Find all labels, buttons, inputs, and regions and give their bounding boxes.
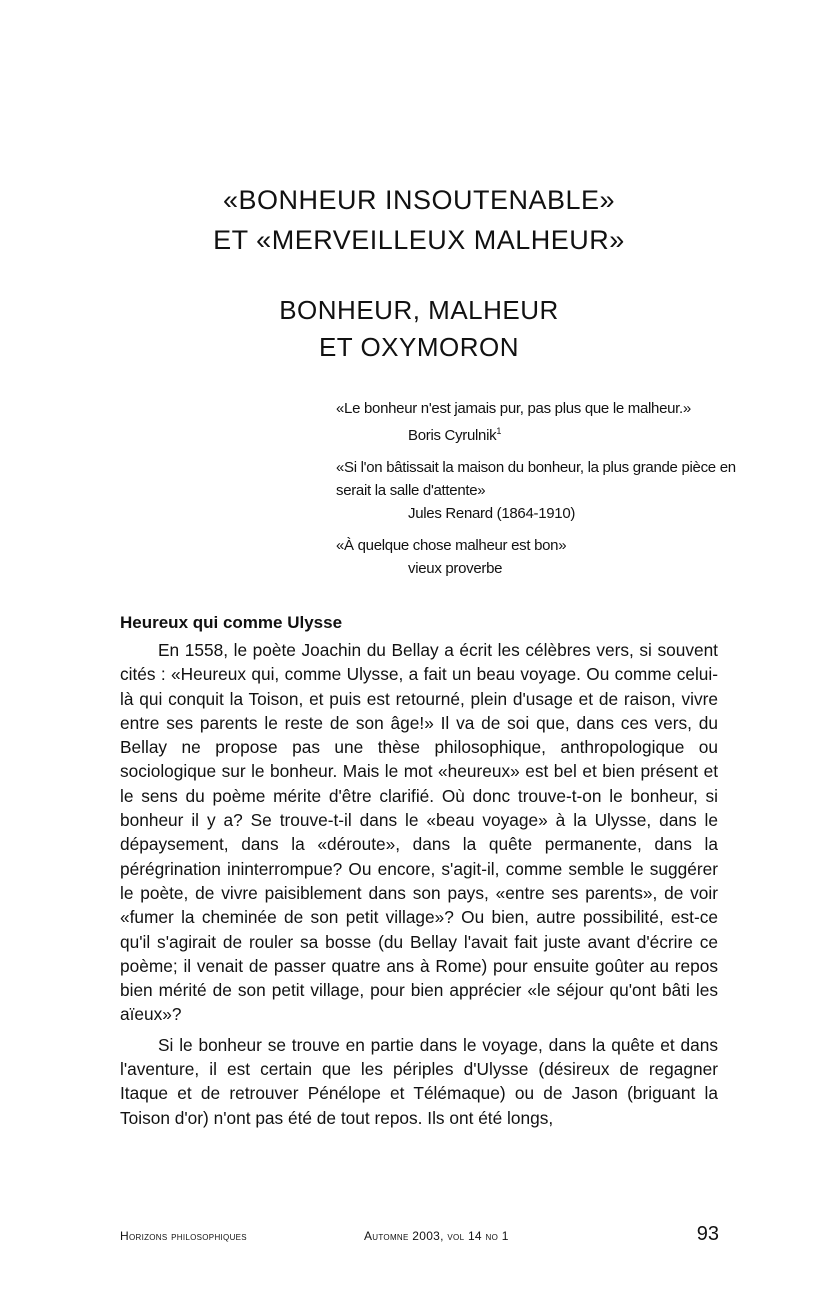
epigraph-quote: «Si l'on bâtissait la maison du bonheur, la plus grande pièce en serait la salle d'attente» bbox=[336, 459, 736, 499]
paragraph: En 1558, le poète Joachin du Bellay a écrit les célèbres vers, si souvent cités : «Heureux qui, comme Ulysse, a fait un beau voyage. Ou comme celui-là qui conquit la Toison, et puis est retourné, plein d'usage et de raison, vivre entre ses parents le reste de son âge!» Il va de soi que, dans ces vers, du Bellay ne propose pas une thèse philosophique, anthropologique ou sociologique sur le bonheur. Mais le mot «heureux» est bel et bien présent et le sens du poème mérite d'être clarifié. Où donc trouve-t-on le bonheur, si bonheur il y a? Se trouve-t-il dans le «beau voyage» à la Ulysse, dans le dépaysement, dans la «déroute», dans la quête permanente, dans la pérégrination ininterrompue? Ou encore, s'agit-il, comme semble le suggérer le poète, de vivre paisiblement dans son pays, «entre ses parents», de voir «fumer la cheminée de son petit village»? Ou bien, autre possibilité, est-ce qu'il s'agirait de rouler sa bosse (du Bellay l'avait fait juste avant d'écrire ce poème; il venait de passer quatre ans à Rome) pour ensuite goûter au repos bien mérité de son petit village, pour bien apprécier «le séjour qu'ont bâti les aïeux»? bbox=[120, 640, 718, 1025]
page-footer bbox=[0, 1222, 838, 1246]
epigraph bbox=[336, 534, 736, 580]
epigraph-author-name: Boris Cyrulnik bbox=[408, 427, 497, 444]
footnote-marker[interactable]: 1 bbox=[496, 426, 502, 436]
epigraph-quote: «À quelque chose malheur est bon» bbox=[336, 537, 567, 554]
paragraph: Si le bonheur se trouve en partie dans le voyage, dans la quête et dans l'aventure, il est certain que les périples d'Ulysse (désireux de regagner Itaque et de retrouver Pénélope et Télémaque) ou de Jason (briguant la Toison d'or) n'ont pas été de tout repos. Ils ont été longs, bbox=[120, 1034, 718, 1128]
page-number: 93 bbox=[696, 1223, 719, 1245]
article-title bbox=[0, 180, 838, 260]
epigraph-author: vieux proverbe bbox=[408, 560, 503, 577]
article-subtitle bbox=[0, 292, 838, 366]
journal-name: Horizons philosophiques bbox=[120, 1229, 247, 1243]
article-title-line-2: ET «MERVEILLEUX MALHEUR» bbox=[213, 225, 625, 255]
epigraph-author bbox=[336, 420, 736, 447]
epigraph-quote: «Le bonheur n'est jamais pur, pas plus que le malheur.» bbox=[336, 400, 691, 417]
section-heading: Heureux qui comme Ulysse bbox=[120, 613, 343, 632]
epigraph-author: Jules Renard (1864-1910) bbox=[408, 505, 576, 522]
epigraph bbox=[336, 456, 736, 525]
issue-info: Automne 2003, vol 14 no 1 bbox=[364, 1229, 509, 1243]
article-subtitle-line-1: BONHEUR, MALHEUR bbox=[279, 295, 559, 325]
article-title-line-1: «BONHEUR INSOUTENABLE» bbox=[222, 185, 616, 215]
epigraph bbox=[336, 397, 736, 447]
body-text bbox=[120, 638, 718, 1136]
epigraphs bbox=[336, 397, 736, 589]
article-subtitle-line-2: ET OXYMORON bbox=[318, 332, 520, 362]
